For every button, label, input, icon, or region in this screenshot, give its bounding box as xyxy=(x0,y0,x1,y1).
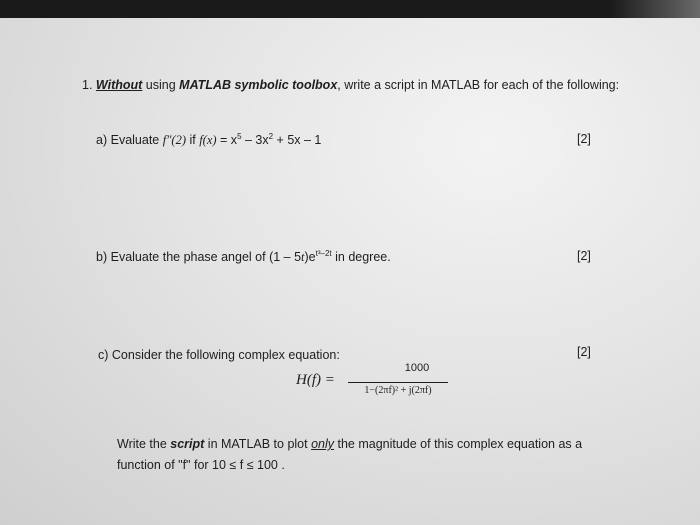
emphasis-without: Without xyxy=(95,78,143,92)
part-b-end: in degree. xyxy=(331,250,391,265)
emphasis-toolbox: MATLAB symbolic toolbox xyxy=(179,78,338,92)
part-c-text: Consider the following complex equation: xyxy=(111,348,340,362)
part-a-label: a) xyxy=(96,133,108,148)
instruction-script: script xyxy=(170,437,205,451)
transfer-function-equation xyxy=(296,360,496,410)
part-a-derivative: f″(2) xyxy=(162,133,186,148)
part-b-marks: [2] xyxy=(577,249,591,263)
part-c-marks: [2] xyxy=(577,345,591,359)
part-c-instruction-line1 xyxy=(117,437,582,451)
top-dark-band xyxy=(0,0,700,18)
part-a-exp5: 5 xyxy=(237,132,242,141)
equation-numerator: 1000 xyxy=(404,362,430,374)
instruction-pre: Write the xyxy=(117,437,171,451)
question-part2: , write a script in MATLAB for each of the following: xyxy=(337,78,620,92)
part-a-tail: + 5x – 1 xyxy=(273,133,322,148)
part-c-instruction-line2: function of "f" for 10 ≤ f ≤ 100 . xyxy=(117,458,285,472)
part-c-label: c) xyxy=(98,348,109,362)
part-a-text: Evaluate xyxy=(110,133,163,148)
instruction-mid: in MATLAB to plot xyxy=(204,437,312,451)
part-b xyxy=(96,249,391,265)
part-a-eq: = x xyxy=(216,133,238,148)
part-a-if: if xyxy=(186,133,200,148)
part-b-t: t xyxy=(301,250,305,265)
part-b-label: b) xyxy=(96,250,108,265)
part-a xyxy=(96,132,321,148)
part-b-text: Evaluate the phase angel of (1 – 5 xyxy=(110,250,302,265)
fraction-bar xyxy=(348,382,448,383)
instruction-only: only xyxy=(311,437,335,451)
part-a-mid: – 3x xyxy=(241,133,269,148)
question-heading xyxy=(82,78,619,92)
question-part1: using xyxy=(142,78,180,92)
equation-denominator: 1−(2πf)² + j(2πf) xyxy=(364,385,432,396)
part-a-exp2: 2 xyxy=(268,132,274,141)
instruction-post: the magnitude of this complex equation as a xyxy=(334,437,583,451)
part-a-marks: [2] xyxy=(577,132,591,146)
part-b-exponent: t³–2t xyxy=(315,249,332,258)
question-number: 1. xyxy=(82,78,93,92)
part-a-fx: f(x) xyxy=(199,133,217,148)
equation-lhs: H(f) = xyxy=(296,372,335,388)
part-b-close: )e xyxy=(304,250,316,265)
